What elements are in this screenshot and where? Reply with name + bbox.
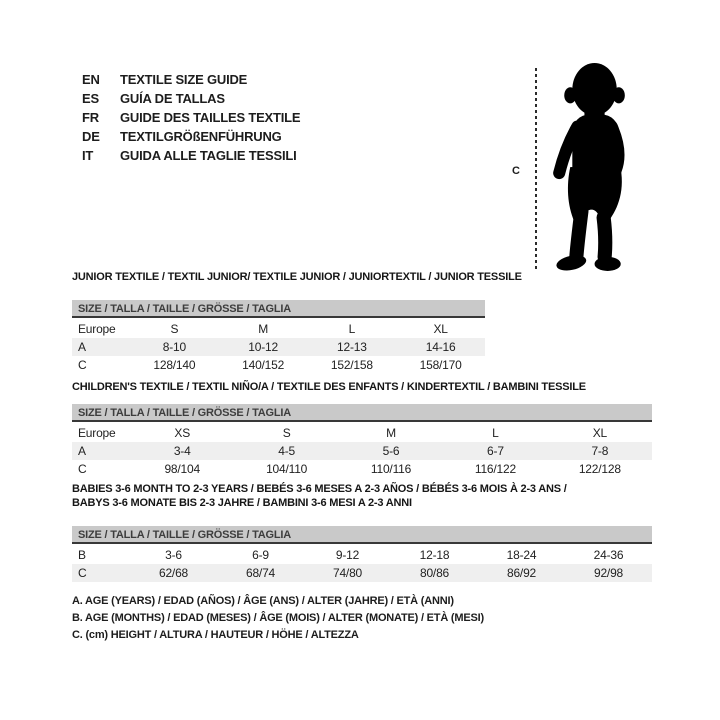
cell: 128/140 (153, 358, 196, 372)
row-label: Europe (78, 322, 116, 336)
cell: 5-6 (382, 444, 400, 458)
cell: 98/104 (164, 462, 200, 476)
language-list (82, 70, 300, 165)
row-label: A (78, 444, 86, 458)
cell: 74/80 (332, 566, 363, 580)
table-rows (72, 424, 652, 478)
footnote-c: C. (cm) HEIGHT / ALTURA / HAUTEUR / HÖHE / ALTEZZA (72, 629, 359, 641)
language-label: GUIDA ALLE TAGLIE TESSILI (120, 148, 297, 163)
cell: M (258, 322, 269, 336)
childrens-textile-table (72, 380, 652, 476)
table-row (72, 442, 652, 460)
language-row-fr (82, 108, 300, 127)
cell: 18-24 (506, 548, 537, 562)
cell: 140/152 (242, 358, 285, 372)
language-code: EN (82, 72, 100, 87)
size-header-bar: SIZE / TALLA / TAILLE / GRÖSSE / TAGLIA (72, 526, 652, 544)
language-row-de (82, 127, 300, 146)
cell: 10-12 (248, 340, 278, 354)
row-label: C (78, 566, 87, 580)
language-row-es (82, 89, 300, 108)
footnote-a: A. AGE (YEARS) / EDAD (AÑOS) / ÂGE (ANS) / ALTER (JAHRE) / ETÀ (ANNI) (72, 595, 454, 607)
language-code: ES (82, 91, 99, 106)
table-row (72, 564, 652, 582)
cell: 14-16 (425, 340, 456, 354)
cell: S (170, 322, 179, 336)
cell: 12-18 (419, 548, 450, 562)
table-row (72, 460, 652, 478)
table-row (72, 320, 485, 338)
language-label: TEXTILGRÖßENFÜHRUNG (120, 129, 282, 144)
cell: 116/122 (474, 462, 516, 476)
height-measure-label: C (512, 165, 520, 177)
table-row (72, 338, 485, 356)
cell: S (282, 426, 291, 440)
table-title: CHILDREN'S TEXTILE / TEXTIL NIÑO/A / TEXTILE DES ENFANTS / KINDERTEXTIL / BAMBINI TESSILE (72, 381, 586, 393)
junior-textile-table (72, 270, 522, 372)
table-rows (72, 320, 485, 374)
cell: 92/98 (593, 566, 624, 580)
cell: 104/110 (266, 462, 308, 476)
table-title-line1: BABIES 3-6 MONTH TO 2-3 YEARS / BEBÉS 3-6 MESES A 2-3 AÑOS / BÉBÉS 3-6 MOIS À 2-3 ANS / (72, 483, 567, 495)
table-title: JUNIOR TEXTILE / TEXTIL JUNIOR/ TEXTILE JUNIOR / JUNIORTEXTIL / JUNIOR TESSILE (72, 271, 522, 283)
cell: 6-7 (487, 444, 504, 458)
table-row (72, 546, 652, 564)
table-rows (72, 546, 652, 582)
babies-textile-table (72, 482, 652, 580)
row-label: A (78, 340, 86, 354)
cell: 3-4 (173, 444, 191, 458)
toddler-silhouette-icon (541, 62, 641, 274)
language-label: GUIDE DES TAILLES TEXTILE (120, 110, 301, 125)
cell: 158/170 (419, 358, 462, 372)
table-row (72, 356, 485, 374)
cell: 3-6 (165, 548, 182, 562)
cell: 86/92 (506, 566, 537, 580)
height-dotted-line (535, 68, 537, 270)
cell: M (386, 426, 396, 440)
cell: L (348, 322, 356, 336)
cell: 7-8 (591, 444, 609, 458)
footnote-b: B. AGE (MONTHS) / EDAD (MESES) / ÂGE (MOIS) / ALTER (MONATE) / ETÀ (MESI) (72, 612, 484, 624)
language-label: GUÍA DE TALLAS (120, 91, 225, 106)
measure-figure (500, 55, 660, 280)
language-code: IT (82, 148, 94, 163)
language-code: DE (82, 129, 100, 144)
cell: 8-10 (162, 340, 186, 354)
cell: 6-9 (252, 548, 269, 562)
cell: 80/86 (419, 566, 450, 580)
cell: L (492, 426, 499, 440)
cell: 9-12 (335, 548, 360, 562)
row-label: Europe (78, 426, 116, 440)
row-label: C (78, 358, 87, 372)
table-row (72, 424, 652, 442)
size-header-bar: SIZE / TALLA / TAILLE / GRÖSSE / TAGLIA (72, 404, 652, 422)
language-code: FR (82, 110, 99, 125)
language-label: TEXTILE SIZE GUIDE (120, 72, 248, 87)
cell: 4-5 (278, 444, 295, 458)
table-title-line2: BABYS 3-6 MONATE BIS 2-3 JAHRE / BAMBINI 3-6 MESI A 2-3 ANNI (72, 497, 412, 509)
cell: XL (592, 426, 607, 440)
cell: 24-36 (593, 548, 624, 562)
language-row-it (82, 146, 300, 165)
cell: 12-13 (337, 340, 367, 354)
row-label: B (78, 548, 86, 562)
cell: 152/158 (330, 358, 373, 372)
row-label: C (78, 462, 87, 476)
cell: XS (174, 426, 190, 440)
size-header-bar: SIZE / TALLA / TAILLE / GRÖSSE / TAGLIA (72, 300, 485, 318)
cell: 122/128 (578, 462, 621, 476)
cell: XL (433, 322, 448, 336)
cell: 110/116 (370, 462, 412, 476)
footnotes (72, 593, 484, 644)
cell: 68/74 (245, 566, 276, 580)
language-row-en (82, 70, 300, 89)
cell: 62/68 (158, 566, 189, 580)
